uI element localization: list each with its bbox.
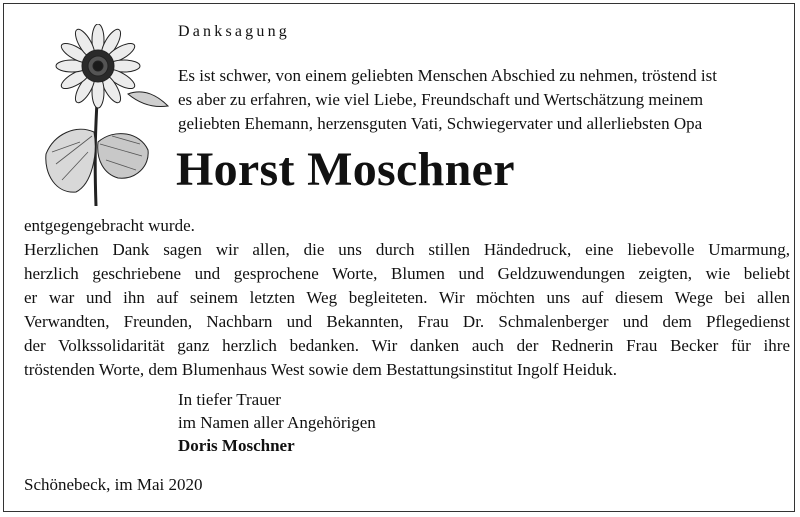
deceased-name: Horst Moschner (176, 143, 515, 196)
heading-danksagung: Danksagung (178, 23, 290, 40)
body-line: tröstenden Worte, dem Blumenhaus West sowie dem Bestattungsinstitut Ingolf Heiduk. (24, 360, 617, 379)
body-line: Verwandten, Freunden, Nachbarn und Bekannten, Frau Dr. Schmalenberger und dem Pflegedienst (24, 312, 790, 331)
body-line: er war und ihn auf seinem letzten Weg begleiteten. Wir möchten uns auf diesem Wege bei allen (24, 288, 790, 307)
body-paragraph (24, 214, 790, 382)
body-line: der Volkssolidarität ganz herzlich bedanken. Wir danken auch der Rednerin Frau Becker für ihre (24, 336, 790, 355)
body-line: Herzlichen Dank sagen wir allen, die uns durch stillen Händedruck, eine liebevolle Umarmung, (24, 240, 790, 259)
body-line: herzlich geschriebene und gesprochene Worte, Blumen und Geldzuwendungen zeigten, wie beliebt (24, 264, 790, 283)
intro-line: es aber zu erfahren, wie viel Liebe, Freundschaft und Wertschätzung meinem (178, 90, 704, 109)
intro-line: geliebten Ehemann, herzensguten Vati, Schwiegervater und allerliebsten Opa (178, 114, 703, 133)
sunflower-icon (36, 24, 176, 209)
intro-paragraph (178, 64, 790, 136)
mourning-line: In tiefer Trauer (178, 390, 281, 409)
place-date: Schönebeck, im Mai 2020 (24, 475, 203, 494)
relatives-line: im Namen aller Angehörigen (178, 413, 376, 432)
body-line: entgegengebracht wurde. (24, 216, 195, 235)
intro-line: Es ist schwer, von einem geliebten Menschen Abschied zu nehmen, tröstend ist (178, 66, 717, 85)
signer-name: Doris Moschner (178, 436, 295, 455)
signature-block (178, 388, 376, 457)
obituary-card (3, 3, 795, 512)
